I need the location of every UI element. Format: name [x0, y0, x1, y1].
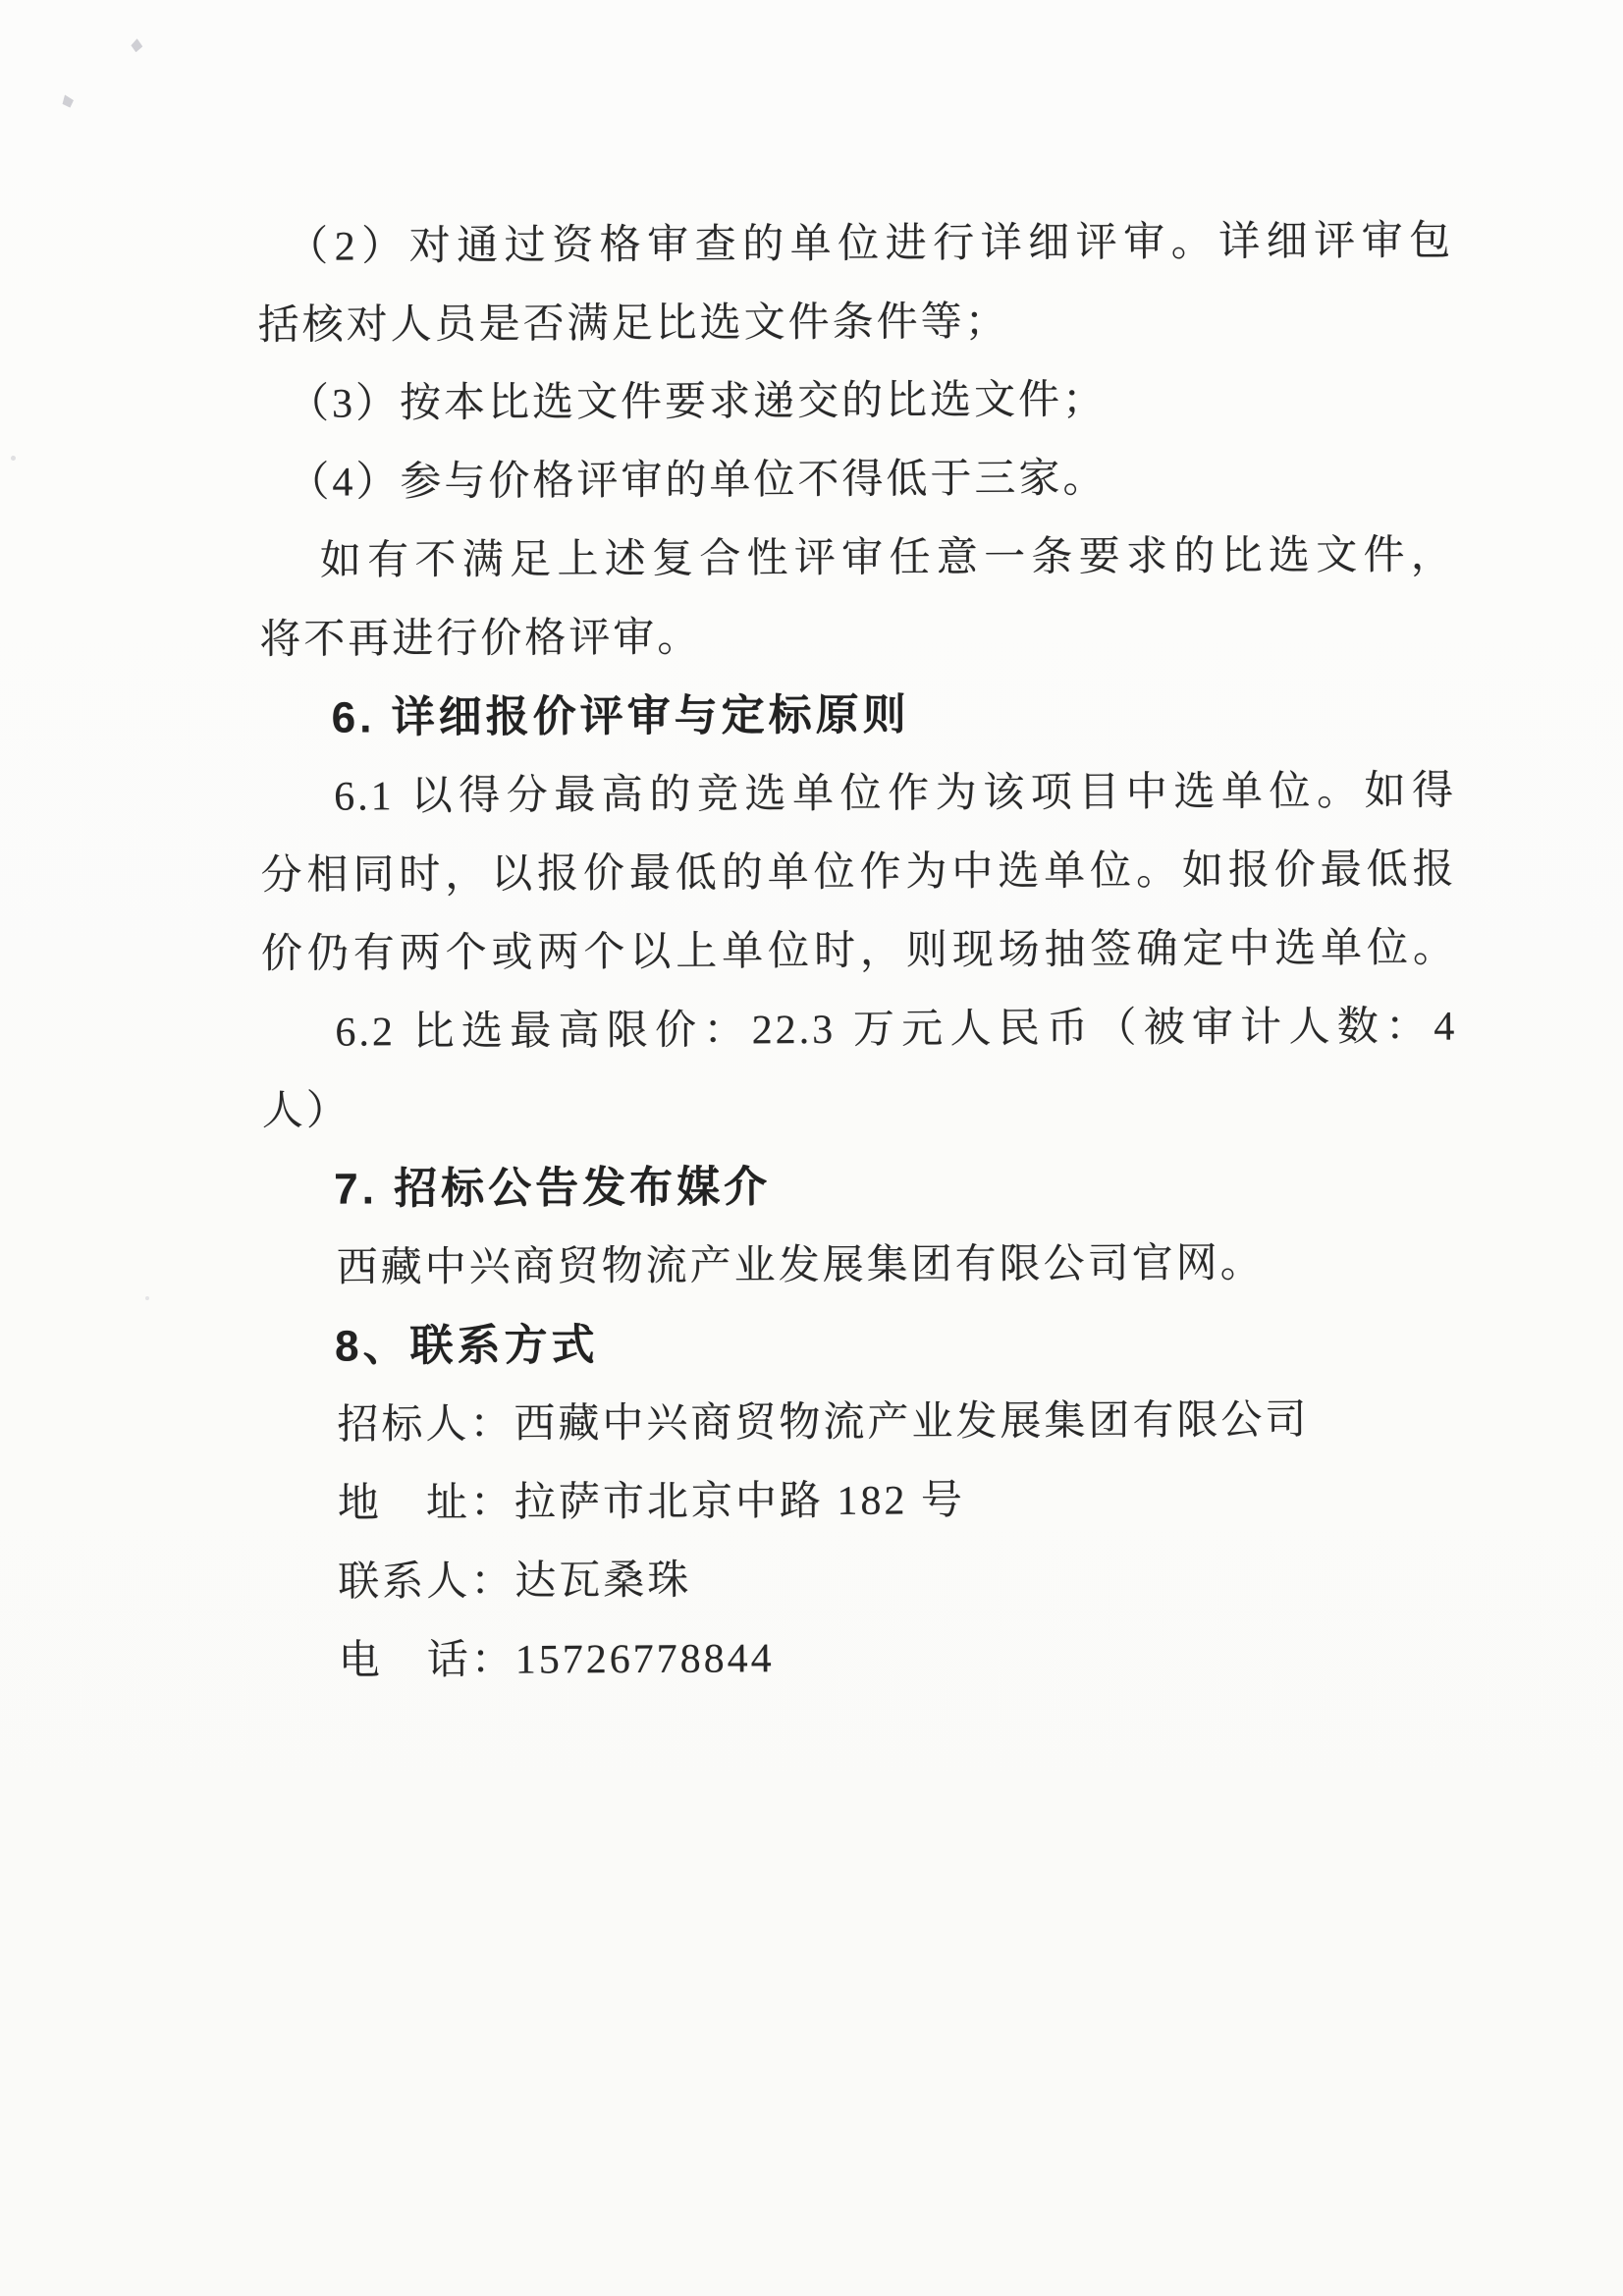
doc-line-6-1-cont-2: 价仍有两个或两个以上单位时，则现场抽签确定中选单位。 [260, 925, 1458, 977]
doc-line-item-2-cont: 括核对人员是否满足比选文件条件等； [257, 299, 1009, 349]
scan-speck [130, 37, 145, 54]
section-heading-8: 8、联系方式 [334, 1321, 599, 1371]
document-text-block [257, 202, 1461, 1701]
doc-line-item-3: （3）按本比选文件要求递交的比选文件； [287, 377, 1108, 427]
section-heading-7: 7. 招标公告发布媒介 [334, 1163, 772, 1214]
contact-line-address: 地 址：拉萨市北京中路 182 号 [337, 1478, 966, 1527]
scan-speck [11, 456, 16, 461]
doc-line-6-1-cont-1: 分相同时，以报价最低的单位作为中选单位。如报价最低报 [260, 847, 1457, 899]
contact-line-person: 联系人：达瓦桑珠 [338, 1558, 692, 1606]
doc-line-item-2: （2）对通过资格审查的单位进行详细评审。详细评审包 [287, 218, 1454, 270]
doc-line-note: 如有不满足上述复合性评审任意一条要求的比选文件， [319, 532, 1455, 584]
doc-line-6-2: 6.2 比选最高限价：22.3 万元人民币（被审计人数：4 [335, 1004, 1458, 1056]
contact-line-bidder: 招标人：西藏中兴商贸物流产业发展集团有限公司 [337, 1397, 1310, 1449]
scan-speck [145, 1296, 149, 1300]
doc-line-6-1: 6.1 以得分最高的竞选单位作为该项目中选单位。如得 [334, 768, 1457, 820]
doc-line-6-2-cont: 人） [261, 1088, 351, 1134]
contact-line-phone: 电 话：15726778844 [338, 1636, 775, 1684]
doc-line-note-cont: 将不再进行价格评审。 [259, 615, 702, 663]
section-heading-6: 6. 详细报价评审与定标原则 [331, 690, 910, 742]
doc-line-item-4: （4）参与价格评审的单位不得低于三家。 [288, 456, 1108, 506]
doc-line-media: 西藏中兴商贸物流产业发展集团有限公司官网。 [336, 1240, 1265, 1291]
scan-speck [60, 93, 75, 110]
